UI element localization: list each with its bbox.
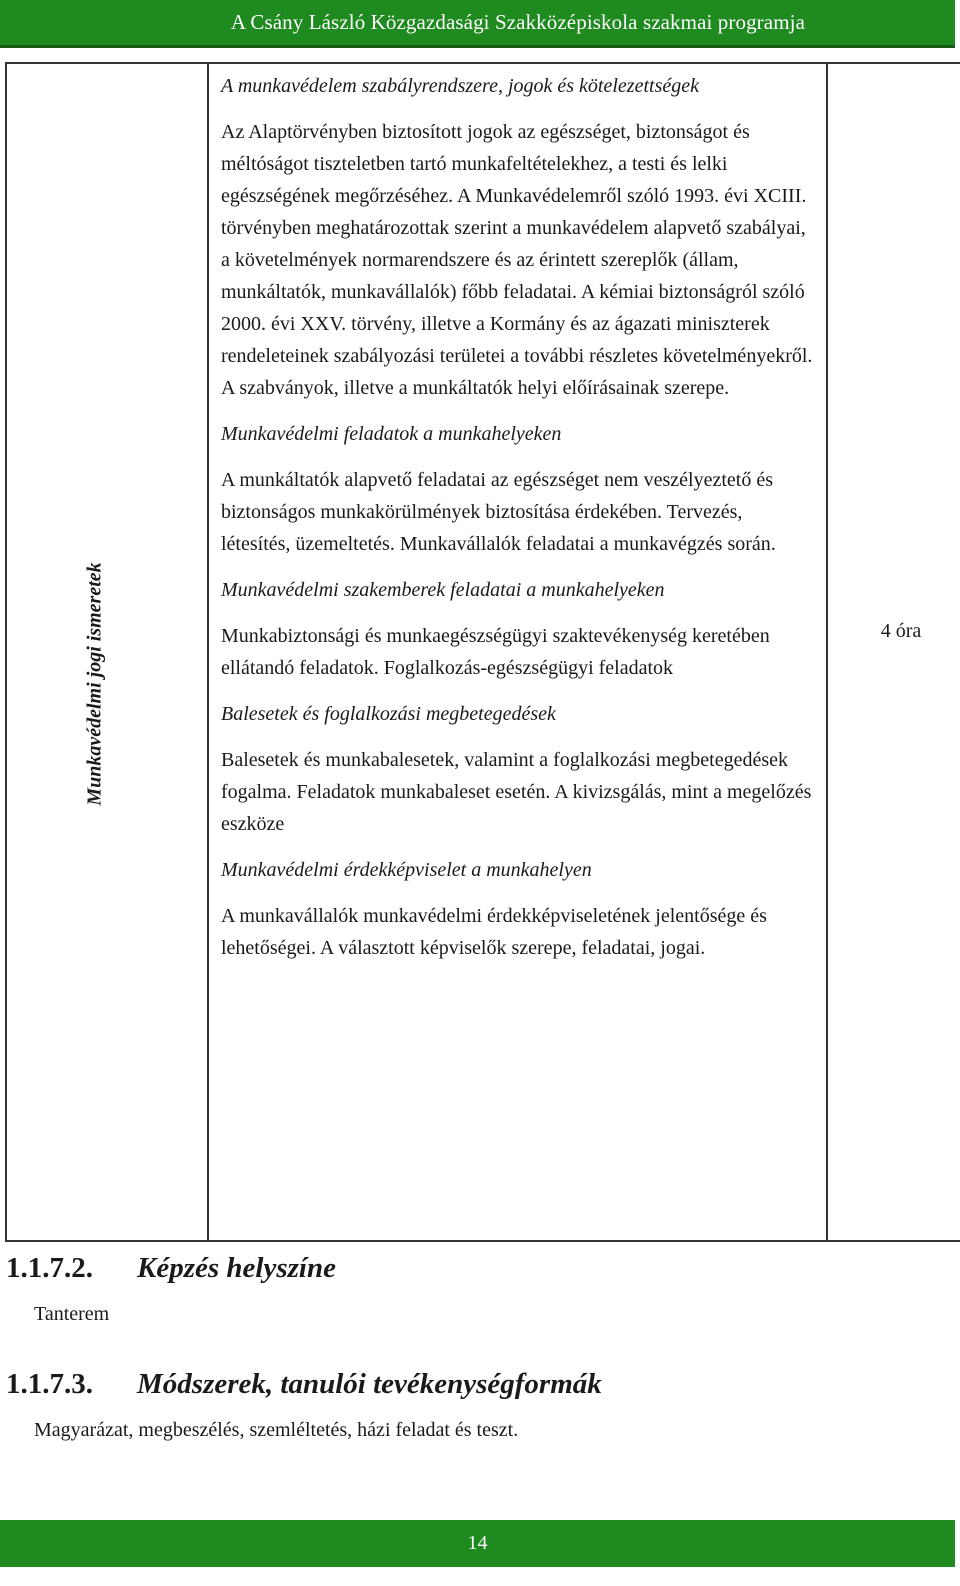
topic-title: Munkavédelmi feladatok a munkahelyeken [221, 423, 562, 445]
topic-body: A munkavállalók munkavédelmi érdekképviseletének jelentősége és lehetőségei. A választott képviselők szerepe, feladatai, jogai. [221, 905, 767, 959]
header-title: A Csány László Közgazdasági Szakközépiskola szakmai programja [230, 10, 805, 34]
topic-title: Munkavédelmi érdekképviselet a munkahelyen [221, 859, 592, 881]
table-row [6, 63, 960, 1241]
section-text-location: Tanterem [34, 1303, 110, 1325]
hours-column [827, 63, 960, 1241]
section-text-methods: Magyarázat, megbeszélés, szemléltetés, házi feladat és teszt. [34, 1419, 519, 1441]
hours-label: 4 óra [880, 620, 922, 642]
section-title: Képzés helyszíne [137, 1252, 336, 1284]
topic-block [221, 854, 816, 964]
page-footer [0, 1520, 955, 1567]
topic-body: A munkáltatók alapvető feladatai az egészséget nem veszélyeztető és biztonságos munkakörülmények biztosítása érdekében. Tervezés, létesítés, üzemeltetés. Munkavállalók feladatai a munkavégzés során. [221, 469, 776, 555]
page-number: 14 [467, 1532, 488, 1554]
section-heading-location [6, 1252, 336, 1285]
topic-title: Balesetek és foglalkozási megbetegedések [221, 703, 556, 725]
topic-body: Az Alaptörvényben biztosított jogok az egészséget, biztonságot és méltóságot tiszteletben tartó munkafeltételekhez, a testi és lelki egészségének megőrzéséhez. A Munkavédelemről szóló 1993. évi XCIII. törvényben meghatározottak szerint a munkavédelem alapvető szabályai, a követelmények normarendszere és az érintett szereplők (állam, munkáltatók, munkavállalók) főbb feladatai. A kémiai biztonságról szóló 2000. évi XXV. törvény, illetve a Kormány és az ágazati miniszterek rendeleteinek szabályozási területei a további részletes követelményekről. A szabványok, illetve a munkáltatók helyi előírásainak szerepe. [221, 121, 813, 399]
topics-column [208, 63, 827, 1241]
section-heading-methods [6, 1368, 602, 1401]
topic-body: Balesetek és munkabalesetek, valamint a foglalkozási megbetegedések fogalma. Feladatok munkabaleset esetén. A kivizsgálás, mint a megelőzés eszköze [221, 749, 812, 835]
topic-block [221, 698, 816, 840]
side-column [6, 63, 208, 1241]
page-header [0, 0, 955, 48]
section-title: Módszerek, tanulói tevékenységformák [137, 1368, 602, 1400]
side-label: Munkavédelmi jogi ismeretek [83, 562, 106, 806]
topic-block [221, 418, 816, 560]
topic-title: Munkavédelmi szakemberek feladatai a munkahelyeken [221, 579, 665, 601]
topic-title: A munkavédelem szabályrendszere, jogok és kötelezettségek [221, 75, 699, 97]
topic-block [221, 574, 816, 684]
topic-body: Munkabiztonsági és munkaegészségügyi szaktevékenység keretében ellátandó feladatok. Foglalkozás-egészségügyi feladatok [221, 625, 770, 679]
curriculum-table [5, 62, 960, 1242]
section-number: 1.1.7.2. [6, 1252, 93, 1284]
section-number: 1.1.7.3. [6, 1368, 93, 1400]
topic-block [221, 70, 816, 404]
